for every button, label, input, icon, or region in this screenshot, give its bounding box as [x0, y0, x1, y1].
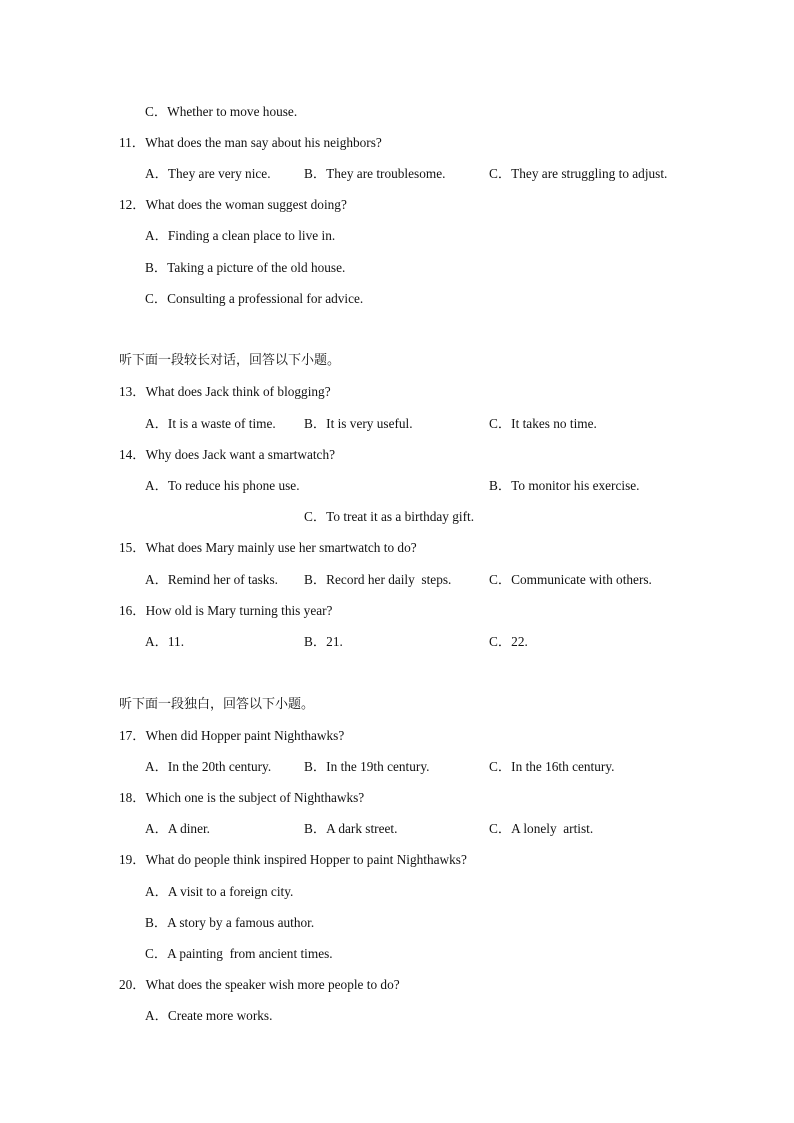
q18-option-c: C．A lonely artist.: [489, 821, 594, 836]
question-16: 16．How old is Mary turning this year?: [119, 603, 333, 618]
q15-option-a: A．Remind her of tasks.: [145, 572, 278, 587]
q19-option-a: A．A visit to a foreign city.: [145, 884, 294, 899]
q13-option-b: B．It is very useful.: [304, 416, 413, 431]
q18-option-a: A．A diner.: [145, 821, 211, 836]
question-13: 13．What does Jack think of blogging?: [119, 384, 331, 399]
q11-option-b: B．They are troublesome.: [304, 166, 446, 181]
section-heading-monologue: 听下面一段独白，回答以下小题。: [119, 697, 315, 712]
q11-option-c: C．They are struggling to adjust.: [489, 166, 668, 181]
q14-option-a: A．To reduce his phone use.: [145, 478, 300, 493]
q18-option-b: B．A dark street.: [304, 821, 398, 836]
question-20: 20．What does the speaker wish more people to do?: [119, 977, 400, 992]
question-19: 19．What do people think inspired Hopper to paint Nighthawks?: [119, 852, 467, 867]
q12-option-c: C．Consulting a professional for advice.: [145, 291, 364, 306]
q14-option-c: C．To treat it as a birthday gift.: [304, 509, 475, 524]
q12-option-b: B．Taking a picture of the old house.: [145, 260, 346, 275]
q13-option-a: A．It is a waste of time.: [145, 416, 276, 431]
q20-option-a: A．Create more works.: [145, 1008, 273, 1023]
section-heading-dialogue: 听下面一段较长对话，回答以下小题。: [119, 353, 341, 368]
q17-option-c: C．In the 16th century.: [489, 759, 615, 774]
q16-option-a: A．11.: [145, 634, 185, 649]
q15-option-b: B．Record her daily steps.: [304, 572, 452, 587]
q19-option-c: C．A painting from ancient times.: [145, 946, 333, 961]
question-18: 18．Which one is the subject of Nighthawks?: [119, 790, 365, 805]
question-15: 15．What does Mary mainly use her smartwatch to do?: [119, 540, 417, 555]
q15-option-c: C．Communicate with others.: [489, 572, 652, 587]
q16-option-c: C．22.: [489, 634, 528, 649]
q16-option-b: B．21.: [304, 634, 343, 649]
q13-option-c: C．It takes no time.: [489, 416, 597, 431]
q17-option-a: A．In the 20th century.: [145, 759, 272, 774]
q17-option-b: B．In the 19th century.: [304, 759, 430, 774]
question-12: 12．What does the woman suggest doing?: [119, 197, 347, 212]
q14-option-b: B．To monitor his exercise.: [489, 478, 640, 493]
q19-option-b: B．A story by a famous author.: [145, 915, 315, 930]
q12-option-a: A．Finding a clean place to live in.: [145, 228, 336, 243]
q10-option-c: C．Whether to move house.: [145, 104, 298, 119]
question-14: 14．Why does Jack want a smartwatch?: [119, 447, 336, 462]
question-17: 17．When did Hopper paint Nighthawks?: [119, 728, 345, 743]
q11-option-a: A．They are very nice.: [145, 166, 271, 181]
question-11: 11．What does the man say about his neighbors?: [119, 135, 382, 150]
